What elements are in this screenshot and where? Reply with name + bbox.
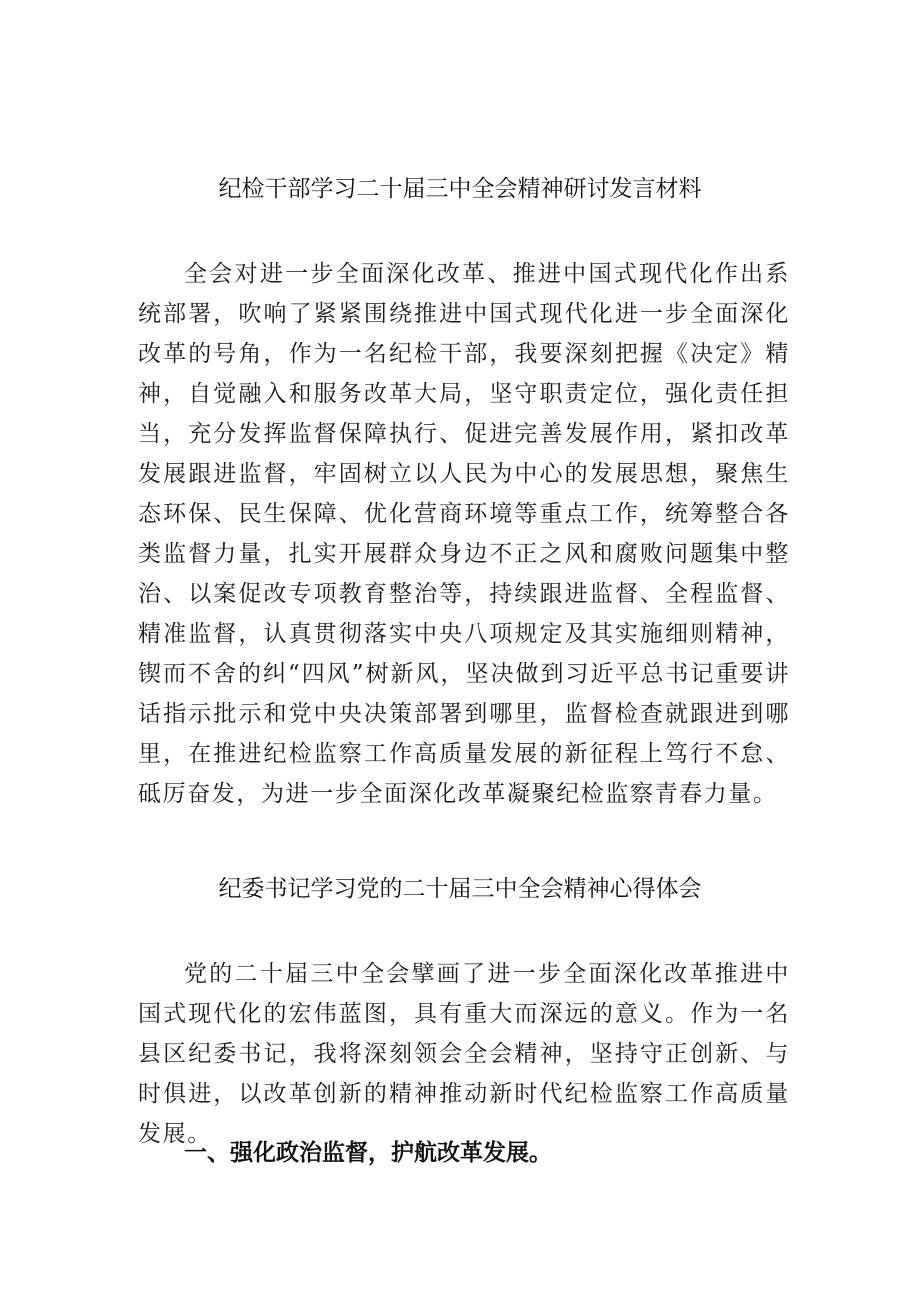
section1-paragraph: 全会对进一步全面深化改革、推进中国式现代化作出系统部署，吹响了紧紧围绕推进中国式现代化进一步全面深化改革的号角，作为一名纪检干部，我要深刻把握《决定》精神，自觉融入和服务改革大局，坚守职责定位，强化责任担当，充分发挥监督保障执行、促进完善发展作用，紧扣改革发展跟进监督，牢固树立以人民为中心的发展思想，聚焦生态环保、民生保障、优化营商环境等重点工作，统筹整合各类监督力量，扎实开展群众身边不正之风和腐败问题集中整治、以案促改专项教育整治等，持续跟进监督、全程监督、精准监督，认真贯彻落实中央八项规定及其实施细则精神，锲而不舍的纠“四风”树新风，坚决做到习近平总书记重要讲话指示批示和党中央决策部署到哪里，监督检查就跟进到哪里，在推进纪检监察工作高质量发展的新征程上笃行不怠、砥厉奋发，为进一步全面深化改革凝聚纪检监察青春力量。	[138, 261, 790, 807]
section1-title: 纪检干部学习二十届三中全会精神研讨发言材料	[218, 176, 702, 202]
section2-title: 纪委书记学习党的二十届三中全会精神心得体会	[218, 876, 702, 902]
section2-heading-1: 一、强化政治监督，护航改革发展。	[184, 1140, 552, 1166]
section2-paragraph: 党的二十届三中全会擘画了进一步全面深化改革推进中国式现代化的宏伟蓝图，具有重大而深远的意义。作为一名县区纪委书记，我将深刻领会全会精神，坚持守正创新、与时俱进，以改革创新的精神推动新时代纪检监察工作高质量发展。	[138, 961, 790, 1147]
